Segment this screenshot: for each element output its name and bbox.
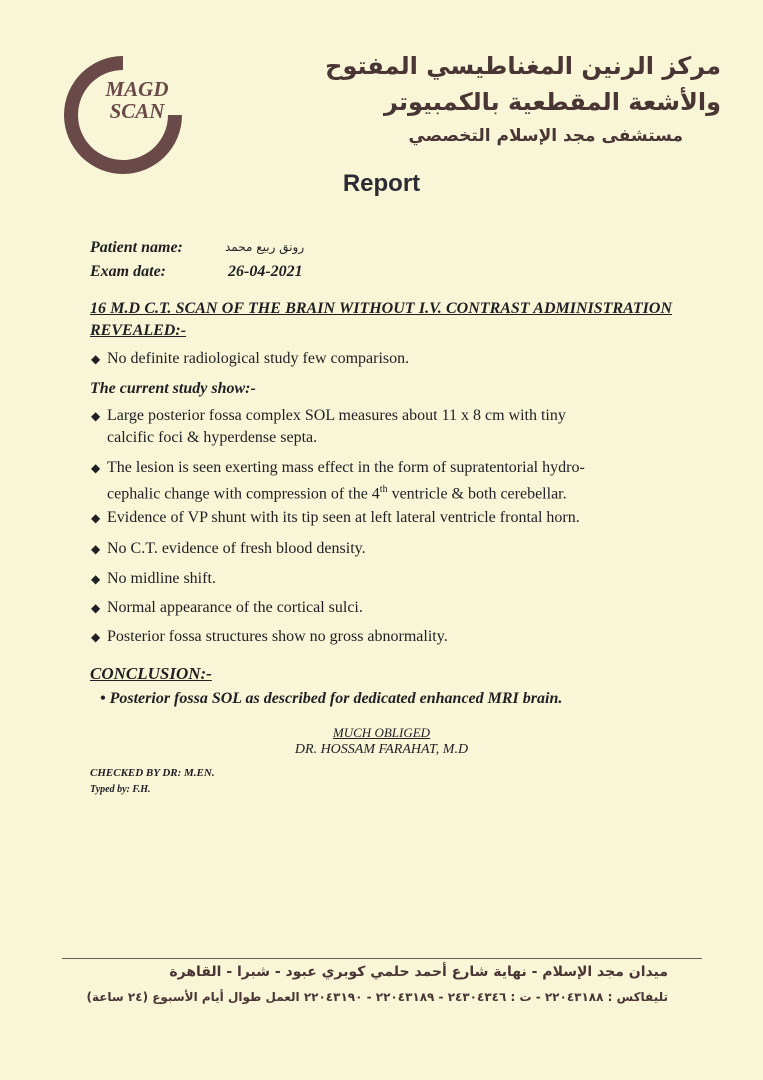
diamond-bullet-icon: ◆ xyxy=(91,542,101,556)
finding-item: ◆ No midline shift. xyxy=(91,568,671,590)
diamond-bullet-icon: ◆ xyxy=(91,601,101,615)
diamond-bullet-icon: ◆ xyxy=(91,630,101,644)
hospital-name-arabic: مستشفى مجد الإسلام التخصصي xyxy=(408,126,683,146)
finding-item: ◆ Normal appearance of the cortical sulci. xyxy=(91,597,671,619)
conclusion-label: CONCLUSION:- xyxy=(90,664,212,683)
typed-by: Typed by: F.H. xyxy=(90,784,151,795)
finding-item: ◆ Evidence of VP shunt with its tip seen at left lateral ventricle frontal horn. xyxy=(91,507,671,529)
finding-item: ◆ Large posterior fossa complex SOL measures about 11 x 8 cm with tiny calcific foci & hyperdense septa. xyxy=(91,407,566,446)
current-study-label: The current study show:- xyxy=(90,380,256,397)
doctor-name: DR. HOSSAM FARAHAT, M.D xyxy=(294,742,469,757)
diamond-bullet-icon: ◆ xyxy=(91,461,101,475)
exam-date-label: Exam date: xyxy=(90,263,166,280)
footer-address: ميدان مجد الإسلام - نهاية شارع أحمد حلمي كوبري عبود - شبرا - القاهرة xyxy=(169,964,668,980)
finding-item: ◆ The lesion is seen exerting mass effect in the form of supratentorial hydro- cephalic change with compression of the 4th ventricle & both cerebellar. xyxy=(91,459,585,503)
finding-item: ◆ Posterior fossa structures show no gross abnormality. xyxy=(91,626,671,648)
finding-item: ◆ No definite radiological study few comparison. xyxy=(91,348,671,370)
center-name-arabic: مركز الرنين المغناطيسي المفتوح xyxy=(325,52,721,80)
center-subtitle-arabic: والأشعة المقطعية بالكمبيوتر xyxy=(384,88,721,116)
logo-text: MAGD SCAN xyxy=(105,77,169,123)
patient-name-value: رونق ربيع محمد xyxy=(225,240,305,254)
diamond-bullet-icon: ◆ xyxy=(91,409,101,423)
diamond-bullet-icon: ◆ xyxy=(91,352,101,366)
exam-heading: 16 M.D C.T. SCAN OF THE BRAIN WITHOUT I.V. CONTRAST ADMINISTRATION REVEALED:- xyxy=(90,300,672,339)
diamond-bullet-icon: ◆ xyxy=(91,572,101,586)
much-obliged: MUCH OBLIGED xyxy=(332,725,431,740)
report-title: Report xyxy=(342,170,421,197)
checked-by: CHECKED BY DR: M.EN. xyxy=(90,767,215,779)
conclusion-item: • Posterior fossa SOL as described for dedicated enhanced MRI brain. xyxy=(100,690,563,707)
dot-bullet-icon: • xyxy=(100,690,110,707)
footer-phones: تليفاكس : ٢٢٠٤٣١٨٨ - ت : ٢٤٣٠٤٣٤٦ - ٢٢٠٤٣١٨٩ - ٢٢٠٤٣١٩٠ العمل طوال أيام الأسبوع (٢٤ ساعة) xyxy=(86,990,668,1004)
footer-divider xyxy=(62,958,702,959)
patient-name-label: Patient name: xyxy=(90,239,183,256)
exam-date-value: 26-04-2021 xyxy=(228,263,303,280)
diamond-bullet-icon: ◆ xyxy=(91,511,101,525)
finding-item: ◆ No C.T. evidence of fresh blood density. xyxy=(91,538,671,560)
